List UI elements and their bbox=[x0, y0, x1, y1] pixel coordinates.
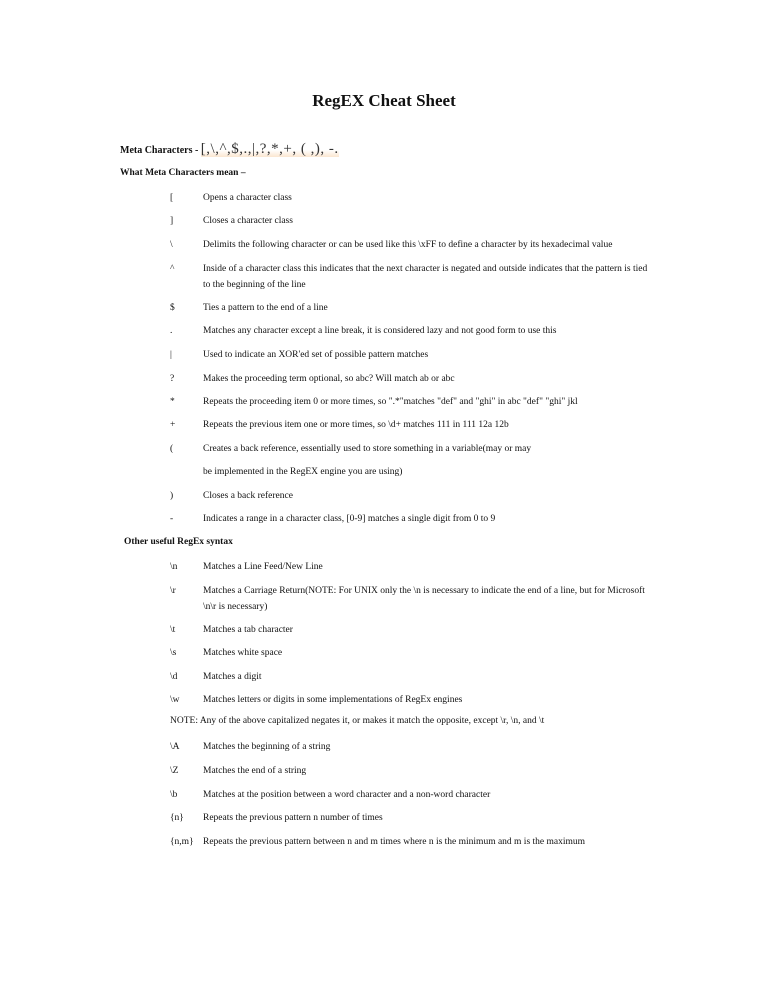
meta-symbol: + bbox=[170, 420, 176, 430]
meta-symbol: ] bbox=[170, 216, 174, 226]
meta-description: Closes a back reference bbox=[203, 491, 293, 501]
what-meta-heading: What Meta Characters mean – bbox=[120, 168, 246, 178]
meta-symbol: ( bbox=[170, 444, 174, 454]
meta-symbol: \ bbox=[170, 240, 173, 250]
syntax-symbol: \w bbox=[170, 695, 180, 705]
meta-characters-list: [,\,^,$,.,|,?,*,+, ( ,), -. bbox=[200, 141, 339, 157]
meta-symbol: ^ bbox=[170, 264, 175, 274]
syntax-symbol: \d bbox=[170, 672, 178, 682]
syntax-description: Matches the beginning of a string bbox=[203, 742, 331, 752]
meta-description: Makes the proceeding term optional, so abc? Will match ab or abc bbox=[203, 374, 455, 384]
syntax-symbol: {n} bbox=[170, 813, 184, 823]
syntax-symbol: \A bbox=[170, 742, 180, 752]
meta-symbol: * bbox=[170, 397, 175, 407]
meta-symbol: $ bbox=[170, 303, 175, 313]
meta-description: Closes a character class bbox=[203, 216, 293, 226]
syntax-description: Matches a digit bbox=[203, 672, 262, 682]
syntax-description: Matches letters or digits in some implementations of RegEx engines bbox=[203, 695, 463, 705]
syntax-symbol: \t bbox=[170, 625, 176, 635]
meta-description: Delimits the following character or can be used like this \xFF to define a character by its hexadecimal value bbox=[203, 240, 613, 250]
syntax-symbol: \r bbox=[170, 586, 176, 596]
syntax-description: Matches at the position between a word character and a non-word character bbox=[203, 790, 491, 800]
meta-description: Repeats the previous item one or more times, so \d+ matches 111 in 111 12a 12b bbox=[203, 420, 509, 430]
meta-symbol: . bbox=[170, 326, 173, 336]
syntax-description: Matches a Carriage Return(NOTE: For UNIX only the \n is necessary to indicate the end of a line, but for Microsoft \n\r is necessary) bbox=[203, 586, 645, 612]
meta-description: Repeats the proceeding item 0 or more times, so ".*"matches "def" and "ghi" in abc "def" "ghi" jkl bbox=[203, 397, 578, 407]
meta-symbol: ) bbox=[170, 491, 174, 501]
syntax-symbol: {n,m} bbox=[170, 837, 194, 847]
syntax-description: Repeats the previous pattern n number of times bbox=[203, 813, 383, 823]
meta-description: Opens a character class bbox=[203, 193, 292, 203]
meta-symbol: - bbox=[170, 514, 174, 524]
meta-symbol: ? bbox=[170, 374, 175, 384]
meta-description: be implemented in the RegEX engine you are using) bbox=[203, 467, 403, 477]
syntax-symbol: \n bbox=[170, 562, 178, 572]
syntax-description: Matches white space bbox=[203, 648, 283, 658]
syntax-symbol: \Z bbox=[170, 766, 179, 776]
meta-characters-label: Meta Characters - bbox=[120, 145, 199, 156]
meta-symbol: | bbox=[170, 350, 172, 360]
syntax-description: Matches a tab character bbox=[203, 625, 293, 635]
syntax-description: Repeats the previous pattern between n and m times where n is the minimum and m is the maximum bbox=[203, 837, 586, 847]
meta-description: Matches any character except a line break, it is considered lazy and not good form to use this bbox=[203, 326, 557, 336]
meta-characters-line bbox=[120, 141, 339, 158]
syntax-description: Matches the end of a string bbox=[203, 766, 307, 776]
capitalization-note: NOTE: Any of the above capitalized negates it, or makes it match the opposite, except \r, \n, and \t bbox=[170, 716, 545, 726]
meta-description: Indicates a range in a character class, [0-9] matches a single digit from 0 to 9 bbox=[203, 514, 496, 524]
meta-description: Ties a pattern to the end of a line bbox=[203, 303, 328, 313]
syntax-symbol: \b bbox=[170, 790, 178, 800]
meta-description: Creates a back reference, essentially used to store something in a variable(may or may bbox=[203, 444, 532, 454]
meta-symbol: [ bbox=[170, 193, 174, 203]
page-title: RegEX Cheat Sheet bbox=[312, 91, 456, 110]
syntax-description: Matches a Line Feed/New Line bbox=[203, 562, 323, 572]
meta-description: Inside of a character class this indicates that the next character is negated and outside indicates that the pattern is tied to the beginning of the line bbox=[203, 264, 648, 290]
syntax-symbol: \s bbox=[170, 648, 177, 658]
other-syntax-heading: Other useful RegEx syntax bbox=[124, 537, 233, 547]
meta-description: Used to indicate an XOR'ed set of possible pattern matches bbox=[203, 350, 429, 360]
